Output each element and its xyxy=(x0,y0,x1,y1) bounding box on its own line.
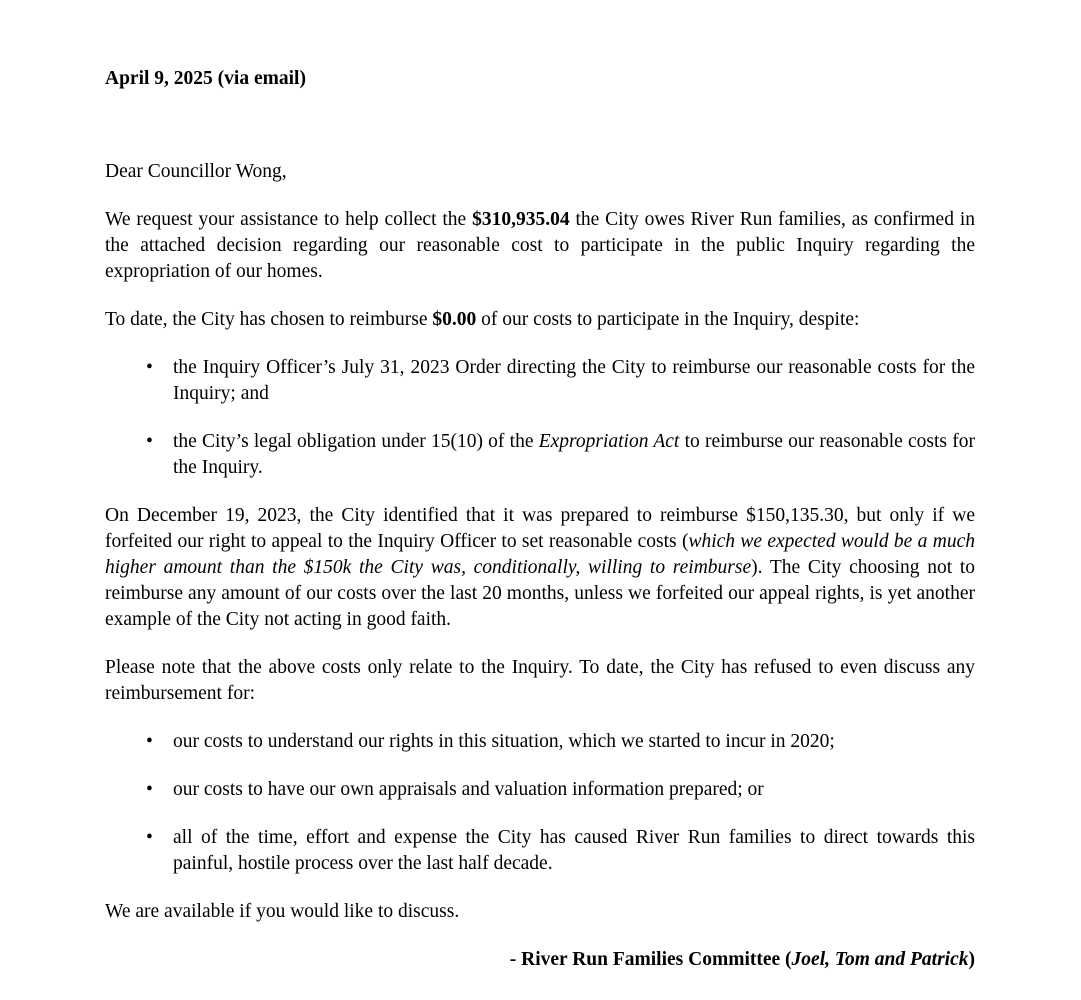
bullet-list-despite xyxy=(105,355,975,481)
bullet-list-refused xyxy=(105,729,975,877)
amount-owed: $310,935.04 xyxy=(472,209,570,230)
list-item-obligation xyxy=(105,429,975,481)
paragraph-december xyxy=(105,503,975,633)
act-name: Expropriation Act xyxy=(538,431,680,452)
paragraph-december-text: On December 19, 2023, the City identified that it was prepared to reimburse $150,135.30, but only if we forfeited our right to appeal to the Inquiry Officer to set reasonable costs ( xyxy=(105,505,975,552)
list-item-obligation-text: the City’s legal obligation under 15(10) of the xyxy=(173,431,539,452)
paragraph-request xyxy=(105,207,975,285)
paragraph-request-text: We request your assistance to help collect the xyxy=(105,209,473,230)
salutation: Dear Councillor Wong, xyxy=(105,161,287,182)
paragraph-to-date-text: To date, the City has chosen to reimburse xyxy=(105,309,433,330)
signature-names: Joel, Tom and Patrick xyxy=(791,949,969,970)
closing-line: We are available if you would like to discuss. xyxy=(105,901,460,922)
paragraph-request-text: the City owes River Run families, as confirmed in the attached decision regarding our reasonable cost to participate in the public Inquiry regarding the expropriation of our homes. xyxy=(105,209,975,282)
paragraph-to-date xyxy=(105,307,975,333)
list-item-obligation-text: to reimburse our reasonable costs for the Inquiry. xyxy=(173,431,975,478)
list-item-appraisals: • our costs to have our own appraisals and valuation information prepared; or xyxy=(105,777,975,803)
date-line: April 9, 2025 (via email) xyxy=(105,68,306,89)
list-item-order: • the Inquiry Officer’s July 31, 2023 Order directing the City to reimburse our reasonable costs for the Inquiry; and xyxy=(105,355,975,407)
paragraph-december-text: ). The City choosing not to reimburse any amount of our costs over the last 20 months, unless we forfeited our appeal rights, is yet another example of the City not acting in good faith. xyxy=(105,557,975,630)
signature-close-paren: ) xyxy=(968,949,975,970)
signature-line xyxy=(105,947,975,973)
list-item-rights: • our costs to understand our rights in this situation, which we started to incur in 2020; xyxy=(105,729,975,755)
amount-reimbursed: $0.00 xyxy=(432,309,477,330)
paragraph-december-aside: which we expected would be a much higher amount than the $150k the City was, conditionally, willing to reimburse xyxy=(105,531,975,578)
paragraph-to-date-text: of our costs to participate in the Inquiry, despite: xyxy=(476,309,860,330)
signature-committee: - River Run Families Committee ( xyxy=(509,949,792,970)
paragraph-note: Please note that the above costs only relate to the Inquiry. To date, the City has refused to even discuss any reimbursement for: xyxy=(105,657,975,704)
list-item-time: • all of the time, effort and expense the City has caused River Run families to direct towards this painful, hostile process over the last half decade. xyxy=(105,825,975,877)
